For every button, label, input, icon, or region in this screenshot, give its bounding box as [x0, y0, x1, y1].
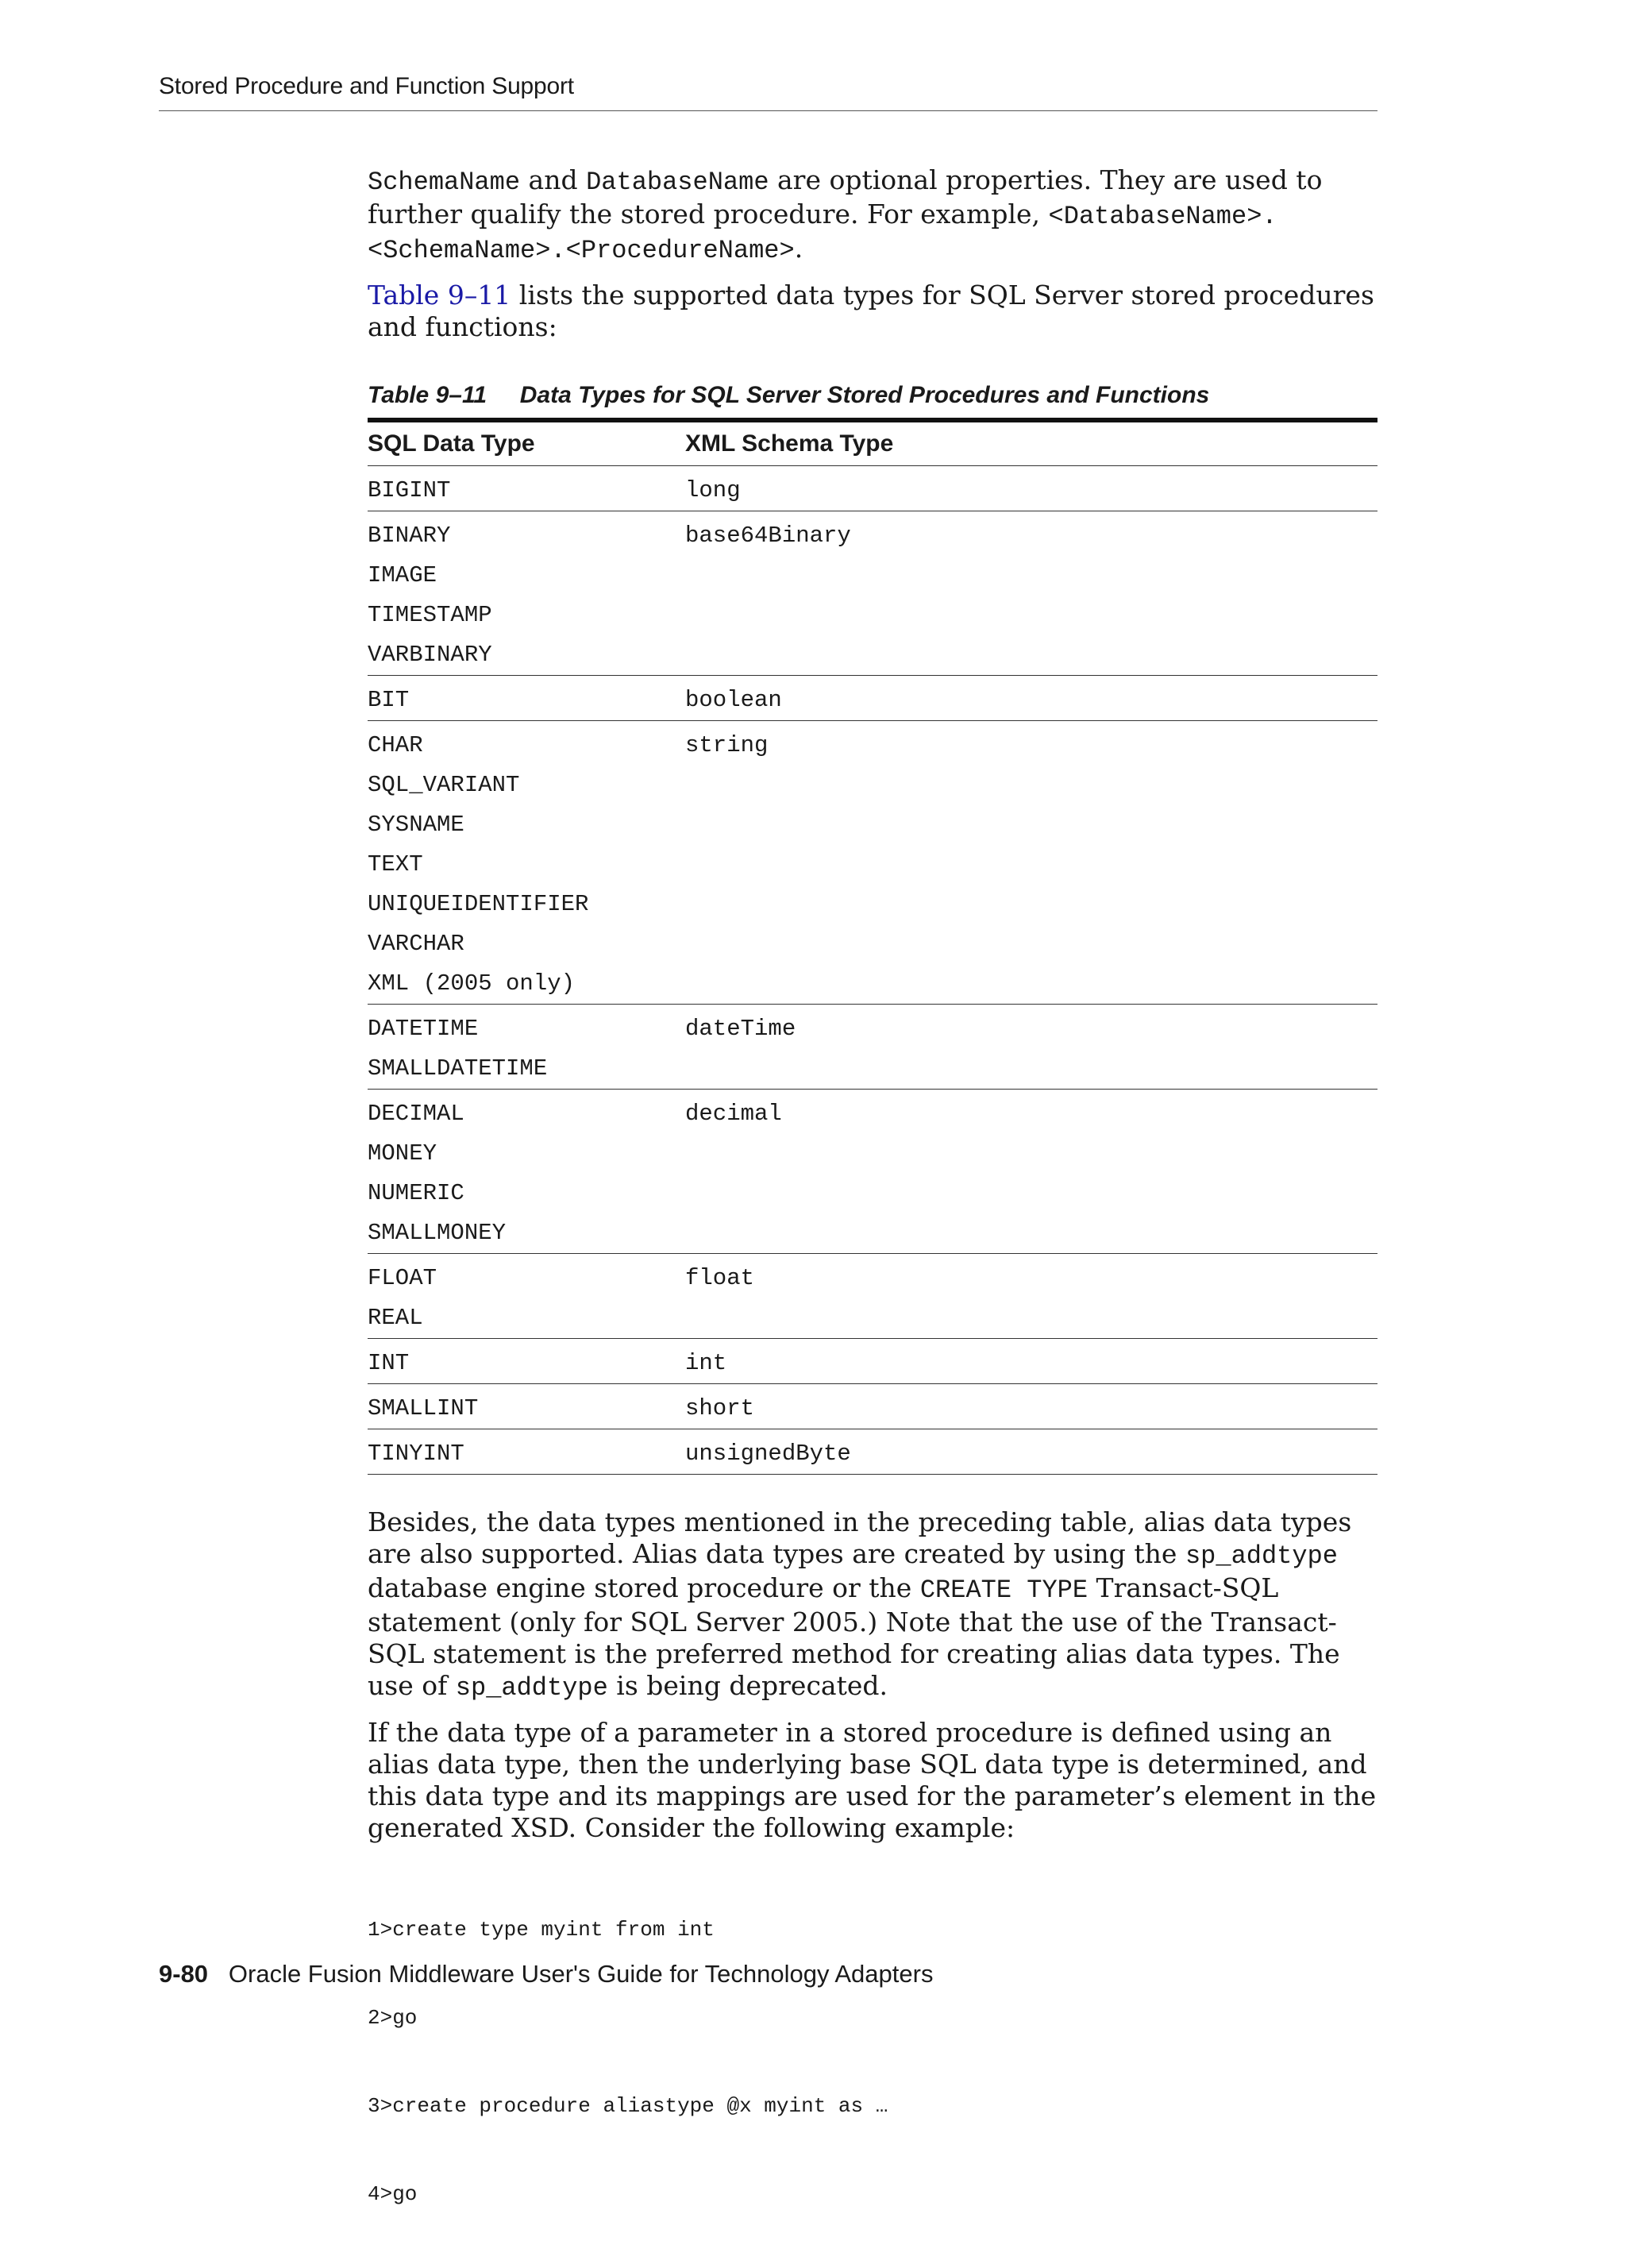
code-line: 4>go — [368, 2182, 418, 2206]
sql-type-value: UNIQUEIDENTIFIER — [368, 891, 589, 917]
sql-type-value: SYSNAME — [368, 812, 464, 838]
sql-type-cell — [368, 1384, 685, 1429]
table-9-11-link[interactable]: Table 9–11 — [368, 280, 511, 310]
xml-type-value: dateTime — [685, 1016, 796, 1042]
sql-type-value: NUMERIC — [368, 1180, 464, 1206]
table-row — [368, 1005, 1377, 1090]
table-row — [368, 511, 1377, 676]
sql-type-value: MONEY — [368, 1140, 437, 1167]
page-number: 9-80 — [159, 1960, 209, 1988]
code-sp-addtype-2: sp_addtype — [455, 1673, 608, 1703]
code-schema-name: SchemaName — [368, 168, 521, 197]
intro-period: . — [794, 233, 803, 264]
table-caption: Table 9–11 Data Types for SQL Server Stored Procedures and Functions — [368, 382, 1210, 408]
alias-types-paragraph — [368, 1506, 1377, 1704]
intro-paragraph — [368, 164, 1377, 267]
alias-text-3: Transact-SQL statement (only for SQL Server 2005.) Note that the use of the Transact-SQL statement is the preferred method for creating alias data types. The use of — [368, 1572, 1340, 1701]
table-header-row — [368, 420, 1377, 466]
code-line: 1>create type myint from int — [368, 1918, 715, 1942]
table-row — [368, 1339, 1377, 1384]
sql-type-cell — [368, 676, 685, 721]
sql-type-value: BINARY — [368, 523, 451, 549]
sql-type-value: VARBINARY — [368, 642, 492, 668]
data-types-table — [368, 418, 1377, 1475]
header-xml-schema-type: XML Schema Type — [685, 420, 1377, 466]
xml-type-cell — [685, 721, 1377, 1005]
xml-type-value: short — [685, 1395, 755, 1421]
header-sql-data-type: SQL Data Type — [368, 420, 685, 466]
alias-text-4: is being deprecated. — [607, 1670, 888, 1701]
header-rule — [159, 110, 1377, 111]
sql-type-value: BIT — [368, 687, 410, 713]
sql-type-value: REAL — [368, 1305, 423, 1331]
sql-type-value: SQL_VARIANT — [368, 772, 520, 798]
code-line: 2>go — [368, 2006, 418, 2030]
sql-type-cell — [368, 1339, 685, 1384]
table-row — [368, 676, 1377, 721]
table-reference-paragraph — [368, 280, 1377, 343]
intro-text: are optional properties. They are used to further qualify the stored procedure. For example, — [368, 164, 1323, 230]
running-header: Stored Procedure and Function Support — [159, 73, 574, 99]
sql-type-cell — [368, 1090, 685, 1254]
sql-type-value: DATETIME — [368, 1016, 479, 1042]
sql-type-value: TIMESTAMP — [368, 602, 492, 628]
xml-type-cell — [685, 1090, 1377, 1254]
xml-type-value: string — [685, 732, 769, 758]
code-example — [368, 1857, 1377, 2268]
page-content — [368, 164, 1377, 2268]
table-row — [368, 466, 1377, 511]
xml-type-cell — [685, 1339, 1377, 1384]
table-row — [368, 1429, 1377, 1475]
sql-type-cell — [368, 1005, 685, 1090]
xml-type-value: decimal — [685, 1101, 782, 1127]
code-create-type: CREATE TYPE — [919, 1576, 1088, 1605]
xml-type-cell — [685, 1429, 1377, 1475]
xml-type-value: base64Binary — [685, 523, 851, 549]
table-row — [368, 1090, 1377, 1254]
sql-type-value: TEXT — [368, 851, 423, 878]
sql-type-value: TINYINT — [368, 1441, 464, 1467]
sql-type-value: DECIMAL — [368, 1101, 464, 1127]
book-title: Oracle Fusion Middleware User's Guide for Technology Adapters — [228, 1960, 934, 1988]
sql-type-cell — [368, 511, 685, 676]
table-body — [368, 466, 1377, 1475]
xml-type-value: int — [685, 1350, 727, 1376]
sql-type-value: SMALLDATETIME — [368, 1055, 548, 1082]
xml-type-value: unsignedByte — [685, 1441, 851, 1467]
xml-type-value: long — [685, 477, 741, 503]
sql-type-value: IMAGE — [368, 562, 437, 588]
sql-type-value: BIGINT — [368, 477, 451, 503]
page-footer — [159, 1960, 933, 1988]
sql-type-value: CHAR — [368, 732, 423, 758]
sql-type-cell — [368, 466, 685, 511]
sql-type-value: XML (2005 only) — [368, 970, 576, 997]
sql-type-value: SMALLINT — [368, 1395, 479, 1421]
alias-mapping-paragraph: If the data type of a parameter in a stored procedure is defined using an alias data type, then the underlying base SQL data type is determined, and this data type and its mappings are used for the parameter’s element in the generated XSD. Consider the following example: — [368, 1717, 1377, 1843]
table-reference-text: lists the supported data types for SQL Server stored procedures and functions: — [368, 280, 1374, 342]
code-database-name: DatabaseName — [586, 168, 769, 197]
intro-and: and — [520, 164, 587, 195]
sql-type-cell — [368, 1429, 685, 1475]
sql-type-value: SMALLMONEY — [368, 1220, 507, 1246]
xml-type-cell — [685, 1384, 1377, 1429]
alias-text-2: database engine stored procedure or the — [368, 1572, 920, 1603]
sql-type-value: INT — [368, 1350, 410, 1376]
table-row — [368, 1254, 1377, 1339]
xml-type-cell — [685, 1254, 1377, 1339]
sql-type-cell — [368, 721, 685, 1005]
xml-type-value: boolean — [685, 687, 782, 713]
alias-text-1: Besides, the data types mentioned in the preceding table, alias data types are also supported. Alias data types are created by using the — [368, 1506, 1352, 1569]
xml-type-cell — [685, 466, 1377, 511]
table-row — [368, 1384, 1377, 1429]
xml-type-cell — [685, 1005, 1377, 1090]
table-row — [368, 721, 1377, 1005]
code-line: 3>create procedure aliastype @x myint as … — [368, 2094, 888, 2118]
xml-type-cell — [685, 511, 1377, 676]
code-sp-addtype: sp_addtype — [1185, 1541, 1338, 1571]
xml-type-value: float — [685, 1265, 755, 1291]
code-qualified-name: <DatabaseName>.<SchemaName>.<ProcedureName> — [368, 202, 1277, 265]
xml-type-cell — [685, 676, 1377, 721]
sql-type-cell — [368, 1254, 685, 1339]
sql-type-value: FLOAT — [368, 1265, 437, 1291]
sql-type-value: VARCHAR — [368, 931, 464, 957]
